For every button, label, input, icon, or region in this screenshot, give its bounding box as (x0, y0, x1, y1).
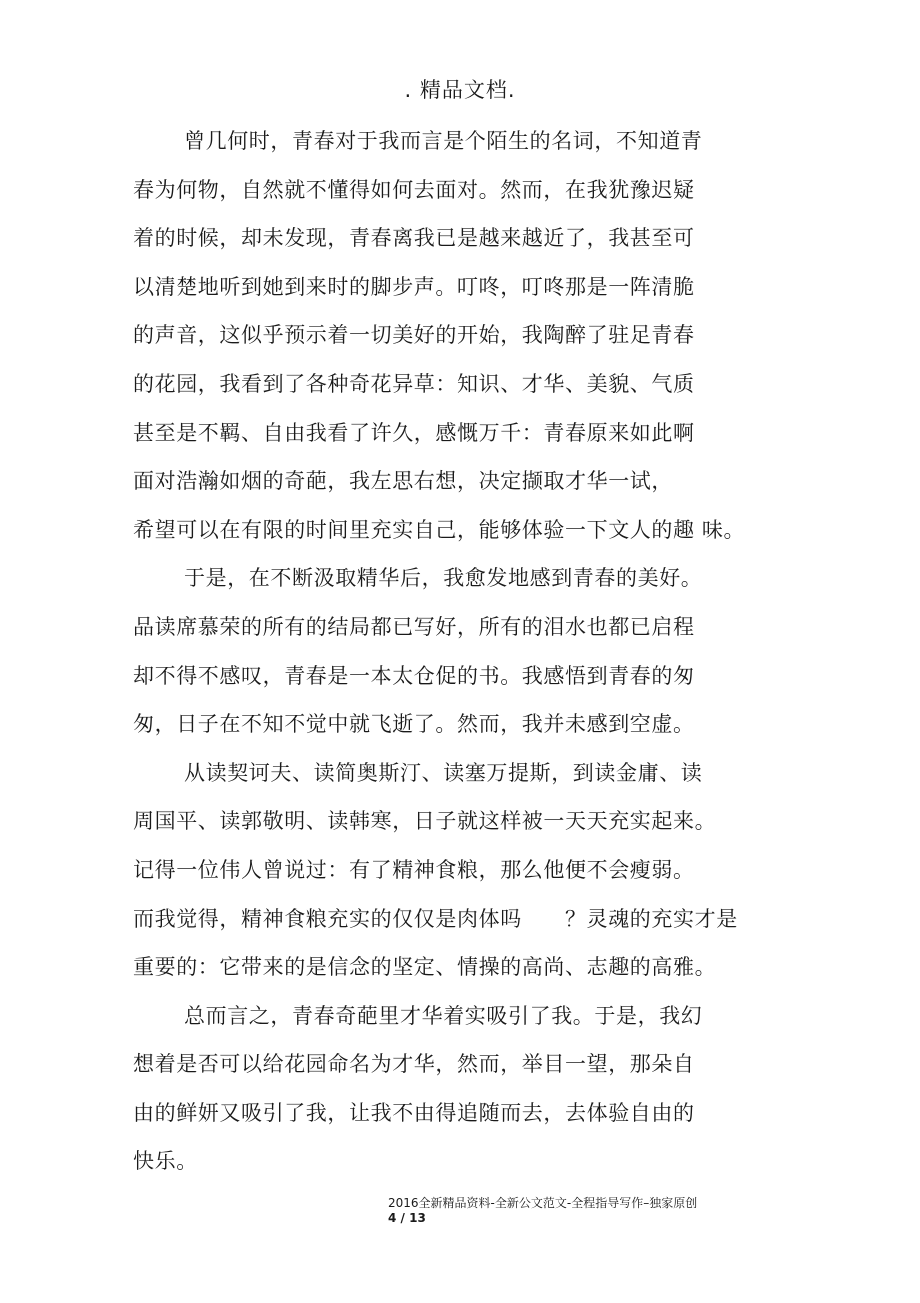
paragraph-1-line-3: 着的时候，却未发现，青春离我已是越来越近了，我甚至可 (133, 226, 695, 251)
page-number: 4 / 13 (388, 1211, 426, 1225)
paragraph-3-line-2: 周国平、读郭敬明、读韩寒，日子就这样被一天天充实起来。 (133, 809, 717, 834)
paragraph-4-line-2: 想着是否可以给花园命名为才华，然而，举目一望，那朵自 (133, 1052, 695, 1077)
paragraph-1-line-6: 的花园，我看到了各种奇花异草：知识、才华、美貌、气质 (133, 371, 695, 396)
paragraph-4-line-1: 总而言之，青春奇葩里才华着实吸引了我。于是，我幻 (184, 1003, 703, 1028)
paragraph-3-line-5: 重要的：它带来的是信念的坚定、情操的高尚、志趣的高雅。 (133, 955, 717, 980)
document-body (133, 124, 773, 1193)
paragraph-1-line-8: 面对浩瀚如烟的奇葩，我左思右想，决定撷取才华一试， (133, 469, 673, 494)
paragraph-2-line-4: 匆，日子在不知不觉中就飞逝了。然而，我并未感到空虚。 (133, 712, 695, 737)
page-footer (388, 1196, 697, 1226)
paragraph-1-line-1: 曾几何时，青春对于我而言是个陌生的名词，不知道青 (184, 129, 703, 153)
paragraph-3-line-4: 而我觉得，精神食粮充实的仅仅是肉体吗 ？灵魂的充实才是 (133, 906, 738, 931)
paragraph-1-line-7: 甚至是不羁、自由我看了许久，感慨万千：青春原来如此啊 (133, 420, 695, 445)
paragraph-4-line-4: 快乐。 (133, 1149, 198, 1174)
paragraph-3-line-3: 记得一位伟人曾说过：有了精神食粮，那么他便不会瘦弱。 (133, 857, 695, 882)
paragraph-3-line-1: 从读契诃夫、读简奥斯汀、读塞万提斯，到读金庸、读 (184, 760, 703, 785)
footer-note: 2016全新精品资料-全新公文范文-全程指导写作–独家原创 (388, 1196, 698, 1210)
paragraph-2-line-3: 却不得不感叹，青春是一本太仓促的书。我感悟到青春的匆 (133, 663, 695, 688)
paragraph-2-line-1: 于是，在不断汲取精华后，我愈发地感到青春的美好。 (184, 566, 703, 591)
paragraph-1-line-4: 以清楚地听到她到来时的脚步声。叮咚，叮咚那是一阵清脆 (133, 274, 695, 299)
paragraph-1-line-2: 春为何物，自然就不懂得如何去面对。然而，在我犹豫迟疑 (133, 177, 695, 202)
paragraph-2-line-2: 品读席慕荣的所有的结局都已写好，所有的泪水也都已启程 (133, 614, 695, 639)
paragraph-1-line-5: 的声音，这似乎预示着一切美好的开始，我陶醉了驻足青春 (133, 323, 695, 348)
paragraph-1-line-9: 希望可以在有限的时间里充实自己，能够体验一下文人的趣 味。 (133, 517, 746, 542)
paragraph-4-line-3: 由的鲜妍又吸引了我，让我不由得追随而去，去体验自由的 (133, 1100, 695, 1125)
page-header: . 精品文档. (404, 78, 516, 102)
